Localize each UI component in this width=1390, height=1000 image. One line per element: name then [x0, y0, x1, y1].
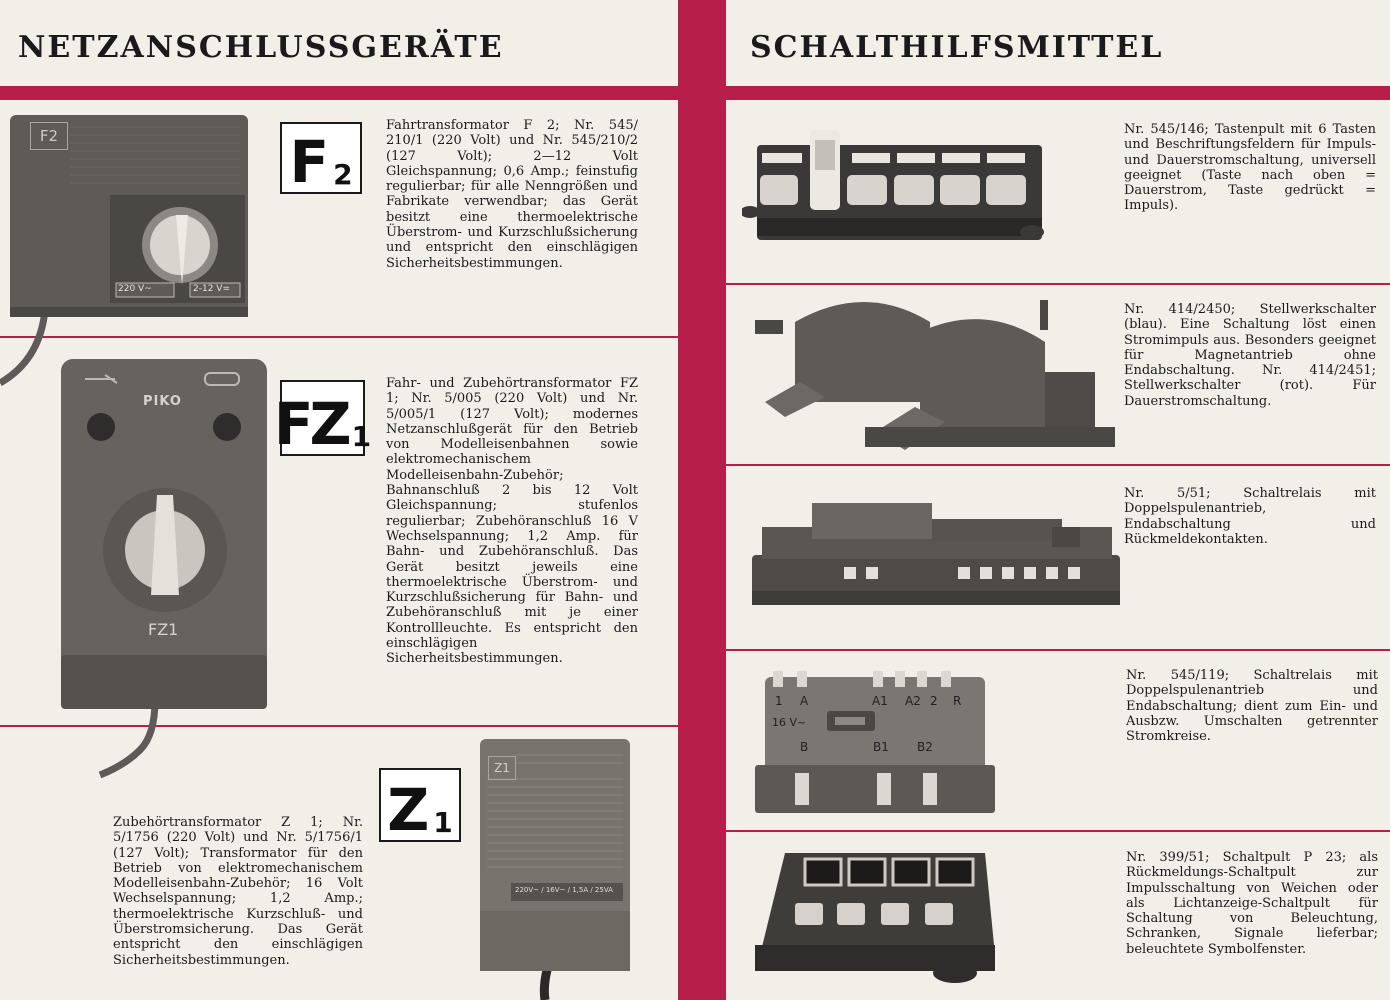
rule-right-3: [726, 649, 1390, 651]
schaltrelais-551-photo: [752, 497, 1122, 609]
relay-label-a2: A2: [905, 694, 921, 708]
fz1-model-label: FZ1: [148, 620, 179, 639]
tastenpult-photo: [742, 120, 1054, 248]
f2-code-sub: 2: [333, 158, 353, 191]
z1-code-sub: 1: [433, 806, 453, 839]
z1-rating-label: 220V~ / 16V~ / 1,5A / 25VA: [515, 886, 613, 894]
relay-label-b: B: [800, 740, 809, 754]
relay-label-1: 1: [775, 694, 783, 708]
f2-voltage-left: 220 V~: [118, 284, 152, 294]
schaltrelais-551-description: Nr. 5/51; Schaltrelais mit Doppelspulenantrieb, Endabschaltung und Rückmeldekontakten.: [1124, 486, 1376, 547]
z1-code-main: Z: [387, 776, 430, 844]
fz1-transformer-photo: [55, 355, 280, 795]
f2-badge-label: F2: [30, 122, 68, 150]
fz1-brand-label: PIKO: [143, 394, 182, 409]
tastenpult-description: Nr. 545/146; Tastenpult mit 6 Tasten und Beschriftungsfeldern für Impuls- und Dauerstromschaltung, universell geeignet (Taste nach oben = Dauerstrom, Taste gedrückt = Impuls).: [1124, 122, 1376, 214]
f2-code-box: [280, 122, 362, 194]
relay-label-b2: B2: [917, 740, 933, 754]
relay-label-voltage: 16 V~: [772, 716, 807, 729]
rule-right-1: [726, 283, 1390, 285]
f2-code-main: F: [289, 128, 330, 196]
f2-voltage-right: 2-12 V=: [193, 284, 230, 294]
schaltrelais-545119-description: Nr. 545/119; Schaltrelais mit Doppelspulenantrieb und Endabschaltung; dient zum Ein- und Ausbzw. Umschalten getrennter Stromkreise.: [1126, 668, 1378, 745]
fz1-code-main: FZ: [273, 390, 348, 458]
relay-label-r: R: [953, 694, 962, 708]
f2-description: Fahrtransformator F 2; Nr. 545/ 210/1 (220 Volt) und Nr. 545/210/2 (127 Volt); 2—12 Volt Gleichspannung; 0,6 Amp.; feinstufig regulierbar; für alle Nenngrößen und Fabrikate verwendbar; das Gerät besitzt eine thermoelektrische Überstrom- und Kurzschlußsicherung und entspricht den einschlägigen Sicherheitsbestimmungen.: [386, 118, 638, 271]
stellwerkschalter-photo: [755, 292, 1115, 452]
rule-right-2: [726, 464, 1390, 466]
relay-label-2: 2: [930, 694, 938, 708]
heading-netzanschlussgeraete: NETZANSCHLUSSGERÄTE: [18, 30, 504, 65]
center-divider: [678, 0, 726, 1000]
fz1-code-box: [273, 380, 372, 458]
relay-label-b1: B1: [873, 740, 889, 754]
fz1-description: Fahr- und Zubehörtransformator FZ 1; Nr. 5/005 (220 Volt) und Nr. 5/005/1 (127 Volt); modernes Netzanschlußgerät für den Betrieb von Modelleisenbahnen sowie elektromechanischem Modelleisenbahn-Zubehör; Bahnanschluß 2 bis 12 Volt Gleichspannung; stufenlos regulierbar; Zubehöranschluß 16 V Wechselspannung; 1,2 Amp. für Bahn- und Zubehöranschluß. Das Gerät besitzt jeweils eine thermoelektrische Überstrom- und Kurzschlußsicherung für Bahn- und Zubehöranschluß mit je einer Kontrollleuchte. Es entspricht den einschlägigen Sicherheitsbestimmungen.: [386, 376, 638, 667]
z1-badge-label: Z1: [488, 756, 516, 780]
schaltpult-p23-photo: [745, 845, 1005, 995]
relay-label-a1: A1: [872, 694, 888, 708]
schaltpult-p23-description: Nr. 399/51; Schaltpult P 23; als Rückmeldungs-Schaltpult zur Impulsschaltung von Weichen oder als Lichtanzeige-Schaltpult für Schaltung von Beleuchtung, Schranken, Signale lieferbar; beleuchtete Symbolfenster.: [1126, 850, 1378, 957]
z1-code-box: [379, 768, 461, 842]
fz1-code-sub: 1: [351, 420, 372, 453]
f2-transformer-photo: [0, 115, 260, 390]
z1-description: Zubehörtransformator Z 1; Nr. 5/1756 (220 Volt) und Nr. 5/1756/1 (127 Volt); Transformator für den Betrieb von elektromechanischem Modelleisenbahn-Zubehör; 16 Volt Wechselspannung; 1,2 Amp.; thermoelektrische Kurzschluß- und Überstromsicherung. Das Gerät entspricht den einschlägigen Sicherheitsbestimmungen.: [113, 815, 363, 968]
header-rule: [0, 86, 1390, 100]
rule-right-4: [726, 830, 1390, 832]
stellwerkschalter-description: Nr. 414/2450; Stellwerkschalter (blau). Eine Schaltung löst einen Stromimpuls aus. Besonders geeignet für Magnetantrieb ohne Endabschaltung. Nr. 414/2451; Stellwerkschalter (rot). Für Dauerstromschaltung.: [1124, 302, 1376, 409]
relay-label-a: A: [800, 694, 809, 708]
heading-schalthilfsmittel: SCHALTHILFSMITTEL: [750, 30, 1164, 65]
